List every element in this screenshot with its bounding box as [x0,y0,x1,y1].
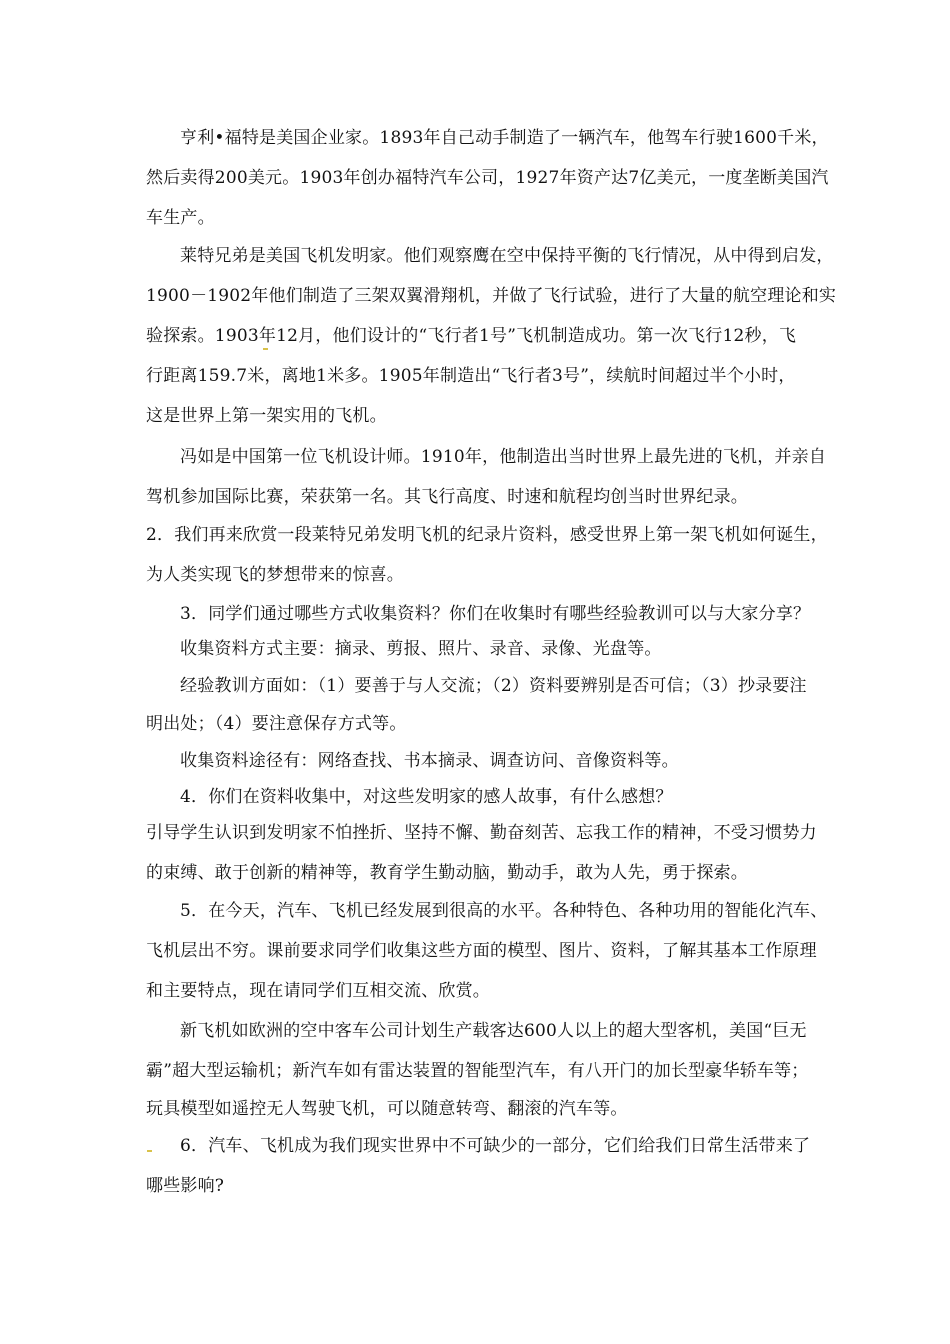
scan-mark [263,348,268,350]
ford-line-3: 车生产。 [146,208,215,228]
guide-line-1: 引导学生认识到发明家不怕挫折、坚持不懈、勤奋刻苦、忘我工作的精神，不受习惯势力 [146,823,817,843]
lessons-line-2: 明出处；（4）要注意保存方式等。 [146,714,407,734]
wright-line-3: 验探索。1903年12月，他们设计的“飞行者1号”飞机制造成功。第一次飞行12秒，飞 [146,326,797,346]
wright-line-2: 1900－1902年他们制造了三架双翼滑翔机，并做了飞行试验，进行了大量的航空理论和实 [146,286,837,306]
feng-line-2: 驾机参加国际比赛，荣获第一名。其飞行高度、时速和航程均创当时世界纪录。 [146,487,748,507]
wright-line-5: 这是世界上第一架实用的飞机。 [146,406,387,426]
feng-line-1: 冯如是中国第一位飞机设计师。1910年，他制造出当时世界上最先进的飞机，并亲自 [180,447,827,467]
ford-line-2: 然后卖得200美元。1903年创办福特汽车公司，1927年资产达7亿美元，一度垄断美国汽 [146,168,829,188]
question-3: 3．同学们通过哪些方式收集资料？你们在收集时有哪些经验教训可以与大家分享？ [180,604,811,624]
question-4: 4．你们在资料收集中，对这些发明家的感人故事，有什么感想？ [180,787,673,807]
question-5-line-3: 和主要特点，现在请同学们互相交流、欣赏。 [146,981,490,1001]
collection-methods: 收集资料方式主要：摘录、剪报、照片、录音、录像、光盘等。 [180,639,662,659]
collection-channels: 收集资料途径有：网络查找、书本摘录、调查访问、音像资料等。 [180,751,679,771]
question-2-line-2: 为人类实现飞的梦想带来的惊喜。 [146,565,404,585]
ford-line-1: 亨利•福特是美国企业家。1893年自己动手制造了一辆汽车，他驾车行驶1600千米， [180,128,829,148]
question-5-line-2: 飞机层出不穷。课前要求同学们收集这些方面的模型、图片、资料，了解其基本工作原理 [146,941,817,961]
wright-line-1: 莱特兄弟是美国飞机发明家。他们观察鹰在空中保持平衡的飞行情况，从中得到启发， [180,246,834,266]
question-2-line-1: 2．我们再来欣赏一段莱特兄弟发明飞机的纪录片资料，感受世界上第一架飞机如何诞生， [146,525,828,545]
lessons-line-1: 经验教训方面如：（1）要善于与人交流；（2）资料要辨别是否可信；（3）抄录要注 [180,676,807,696]
examples-line-3: 玩具模型如遥控无人驾驶飞机，可以随意转弯、翻滚的汽车等。 [146,1099,628,1119]
examples-line-1: 新飞机如欧洲的空中客车公司计划生产载客达600人以上的超大型客机，美国“巨无 [180,1021,807,1041]
guide-line-2: 的束缚、敢于创新的精神等，教育学生勤动脑，勤动手，敢为人先，勇于探索。 [146,863,748,883]
question-5-line-1: 5．在今天，汽车、飞机已经发展到很高的水平。各种特色、各种功用的智能化汽车、 [180,901,828,921]
wright-line-4: 行距离159.7米，离地1米多。1905年制造出“飞行者3号”，续航时间超过半个小时， [146,366,796,386]
examples-line-2: 霸”超大型运输机；新汽车如有雷达装置的智能型汽车，有八开门的加长型豪华轿车等； [146,1061,809,1081]
question-6-line-1: 6．汽车、飞机成为我们现实世界中不可缺少的一部分，它们给我们日常生活带来了 [180,1136,811,1156]
question-6-line-2: 哪些影响? [146,1176,225,1196]
scan-mark [147,1150,152,1152]
